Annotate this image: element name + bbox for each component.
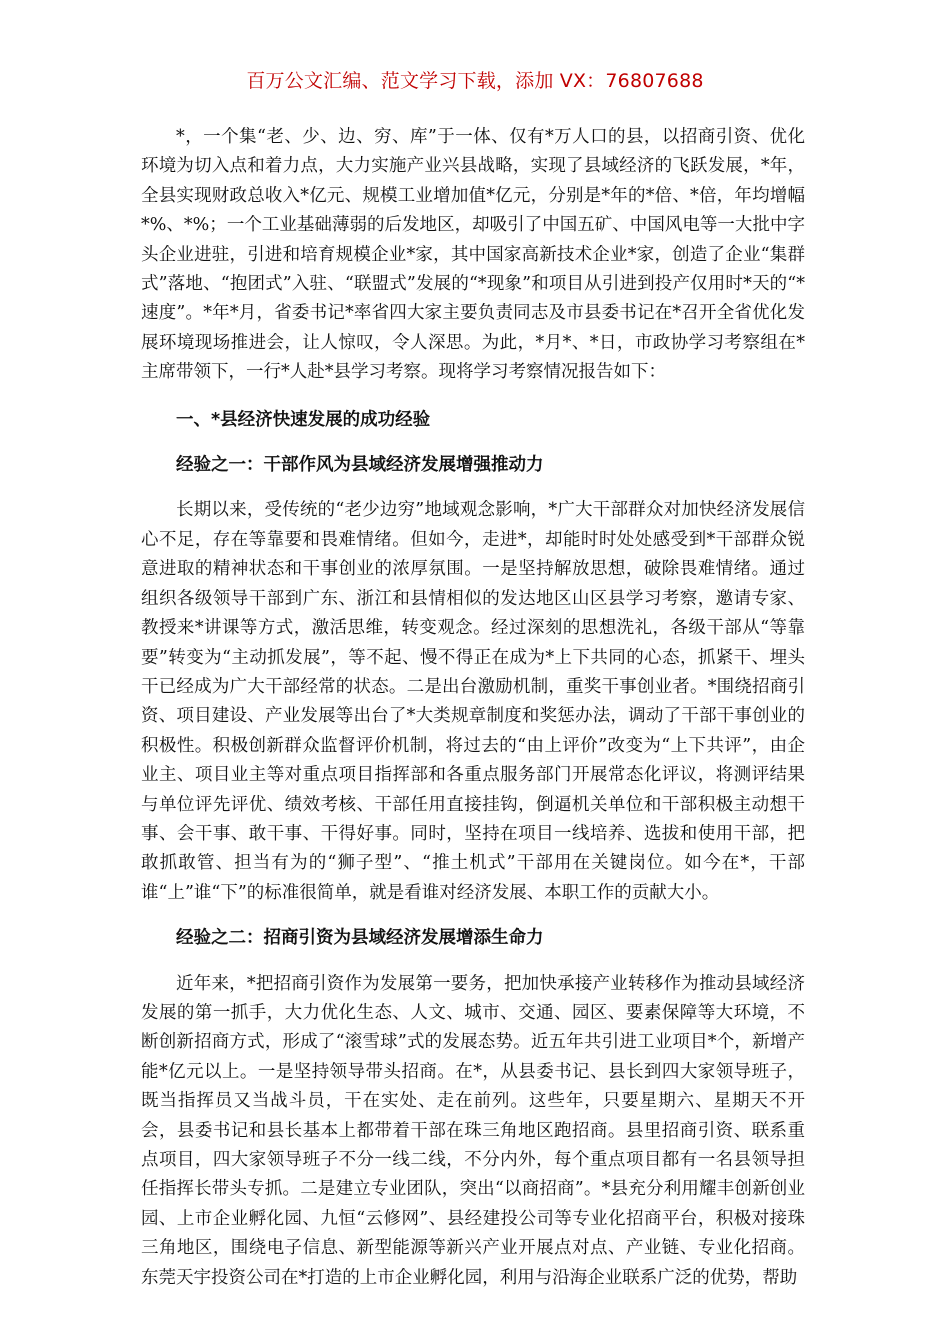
intro-paragraph: *，一个集“老、少、边、穷、库”于一体、仅有*万人口的县，以招商引资、优化环境为切入点和着力点，大力实施产业兴县战略，实现了县域经济的飞跃发展，*年，全县实现财政总收入*亿元、规模工业增加值*亿元，分别是*年的*倍、*倍，年均增幅*%、*%；一个工业基础薄弱的后发地区，却吸引了中国五矿、中国风电等一大批中字头企业进驻，引进和培育规模企业*家，其中国家高新技术企业*家，创造了企业“集群式”落地、“抱团式”入驻、“联盟式”发展的“*现象”和项目从引进到投产仅用时*天的“*速度”。*年*月，省委书记*率省四大家主要负责同志及市县委书记在*召开全省优化发展环境现场推进会，让人惊叹，令人深思。为此，*月*、*日，市政协学习考察组在*主席带领下，一行*人赴*县学习考察。现将学习考察情况报告如下： [141, 127, 805, 383]
document-body [141, 123, 805, 1293]
experience-2-paragraph: 近年来，*把招商引资作为发展第一要务，把加快承接产业转移作为推动县域经济发展的第一抓手，大力优化生态、人文、城市、交通、园区、要素保障等大环境，不断创新招商方式，形成了“滚雪球”式的发展态势。近五年共引进工业项目*个，新增产能*亿元以上。一是坚持领导带头招商。在*，从县委书记、县长到四大家领导班子，既当指挥员又当战斗员，干在实处、走在前列。这些年，只要星期六、星期天不开会，县委书记和县长基本上都带着干部在珠三角地区跑招商。县里招商引资、联系重点项目，四大家领导班子不分一线二线，不分内外，每个重点项目都有一名县领导担任指挥长带头专抓。二是建立专业团队，突出“以商招商”。*县充分利用耀丰创新创业园、上市企业孵化园、九恒“云修网”、县经建投公司等专业化招商平台，积极对接珠三角地区，围绕电子信息、新型能源等新兴产业开展点对点、产业链、专业化招商。东莞天宇投资公司在*打造的上市企业孵化园，利用与沿海企业联系广泛的优势，帮助 [141, 973, 805, 1288]
section-heading-1: 一、*县经济快速发展的成功经验 [176, 409, 431, 430]
experience-1-heading: 经验之一：干部作风为县域经济发展增强推动力 [176, 455, 544, 476]
watermark-banner: 百万公文汇编、范文学习下载，添加 VX：76807688 [246, 70, 704, 92]
experience-2-heading: 经验之二：招商引资为县域经济发展增添生命力 [176, 928, 544, 949]
experience-1-paragraph: 长期以来，受传统的“老少边穷”地域观念影响，*广大干部群众对加快经济发展信心不足，存在等靠要和畏难情绪。但如今，走进*，却能时时处处感受到*干部群众锐意进取的精神状态和干事创业的浓厚氛围。一是坚持解放思想，破除畏难情绪。通过组织各级领导干部到广东、浙江和县情相似的发达地区山区县学习考察，邀请专家、教授来*讲课等方式，激活思维，转变观念。经过深刻的思想洗礼，各级干部从“等靠要”转变为“主动抓发展”，等不起、慢不得正在成为*上下共同的心态，抓紧干、埋头干已经成为广大干部经常的状态。二是出台激励机制，重奖干事创业者。*围绕招商引资、项目建设、产业发展等出台了*大类规章制度和奖惩办法，调动了干部干事创业的积极性。积极创新群众监督评价机制，将过去的“由上评价”改变为“上下共评”，由企业主、项目业主等对重点项目指挥部和各重点服务部门开展常态化评议，将测评结果与单位评先评优、绩效考核、干部任用直接挂钩，倒逼机关单位和干部积极主动想干事、会干事、敢干事、干得好事。同时，坚持在项目一线培养、选拔和使用干部，把敢抓敢管、担当有为的“狮子型”、“推土机式”干部用在关键岗位。如今在*，干部谁“上”谁“下”的标准很简单，就是看谁对经济发展、本职工作的贡献大小。 [141, 500, 805, 903]
